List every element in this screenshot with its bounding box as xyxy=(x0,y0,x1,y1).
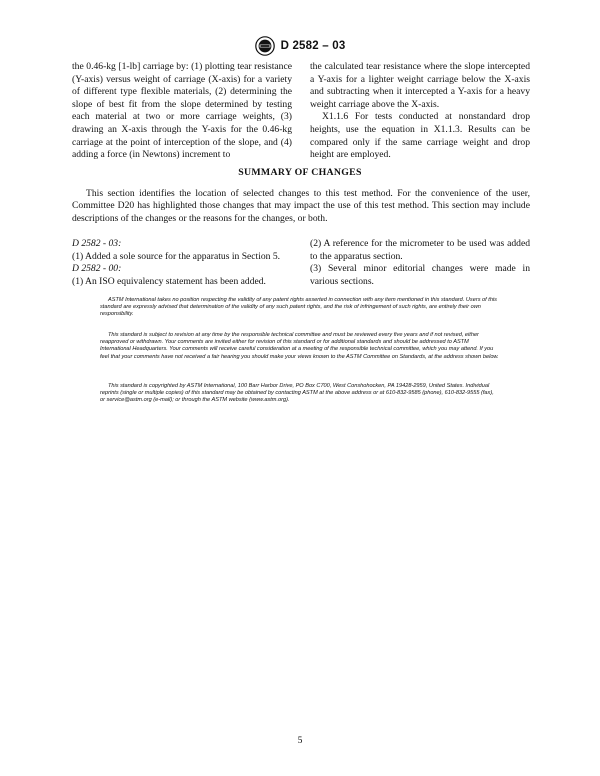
left-column xyxy=(72,61,292,162)
copyright-notice: This standard is copyrighted by ASTM International, 100 Barr Harbor Drive, PO Box C700, West Conshohocken, PA 19428-2959, United States. Individual reprints (single or multiple copies) of this standard may be obtained by contacting ASTM at the above address or at 610-832-9585 (phone), 610-832-9555 (fax), or service@astm.org (e-mail); or through the ASTM website (www.astm.org). xyxy=(100,383,494,404)
body-text xyxy=(72,61,530,162)
left-paragraph: the 0.46-kg [1-lb] carriage by: (1) plotting tear resistance (Y-axis) versus weight of carriage (X-axis) for a variety of different type flexible materials, (2) determining the slope of best fit from the slope determined by testing each material at two or more carriage weights, (3) drawing an X-axis through the Y-axis for the 0.46-kg carriage at the point of interception of the slope, and (4) adding a force (in Newtons) increment to xyxy=(72,61,292,161)
change-list xyxy=(72,238,530,288)
standard-designation: D 2582 – 03 xyxy=(280,40,346,52)
version-label: D 2582 - 03: xyxy=(72,238,122,249)
change-item: (1) An ISO equivalency statement has been added. xyxy=(72,275,266,287)
version-label: D 2582 - 00: xyxy=(72,263,122,275)
page-number: 5 xyxy=(297,735,303,746)
changes-left-column xyxy=(72,238,292,288)
change-item: (3) Several minor editorial changes were made in various sections. xyxy=(310,263,530,287)
revision-notice: This standard is subject to revision at any time by the responsible technical committee and must be reviewed every five years and if not revised, either reapproved or withdrawn. Your comments are invited either for revision of this standard or for additional standards and should be addressed to ASTM International Headquarters. Your comments will receive careful consideration at a meeting of the responsible technical committee, which you may attend. If you feel that your comments have not received a fair hearing you should make your views known to the ASTM Committee on Standards, at the address shown below. xyxy=(100,332,499,360)
right-column xyxy=(310,61,530,162)
summary-heading: SUMMARY OF CHANGES xyxy=(238,167,362,178)
change-item: (2) A reference for the micrometer to be used was added to the apparatus section. xyxy=(310,238,530,262)
patent-notice: ASTM International takes no position respecting the validity of any patent rights asserted in connection with any item mentioned in this standard. Users of this standard are expressly advised that determination of the validity of any such patent rights, and the risk of infringement of such rights, are entirely their own responsibility. xyxy=(100,297,497,318)
summary-intro: This section identifies the location of selected changes to this test method. For the convenience of the user, Committee D20 has highlighted those changes that may impact the use of this test method. This section may include descriptions of the changes or the reasons for the changes, or both. xyxy=(72,188,530,224)
section-x1-1-6: X1.1.6 For tests conducted at nonstandard drop heights, use the equation in X1.1.3. Results can be compared only if the same carriage weight and drop height are employed. xyxy=(310,111,530,161)
change-item: (1) Added a sole source for the apparatus in Section 5. xyxy=(72,250,281,262)
page-header xyxy=(0,36,600,56)
right-paragraph: the calculated tear resistance where the slope intercepted a Y-axis for a lighter weight carriage below the X-axis and subtracting when it intercepted a Y-axis for a heavy weight carriage above the X-axis. xyxy=(310,61,530,110)
astm-logo-icon xyxy=(255,36,275,56)
changes-right-column xyxy=(310,238,530,288)
